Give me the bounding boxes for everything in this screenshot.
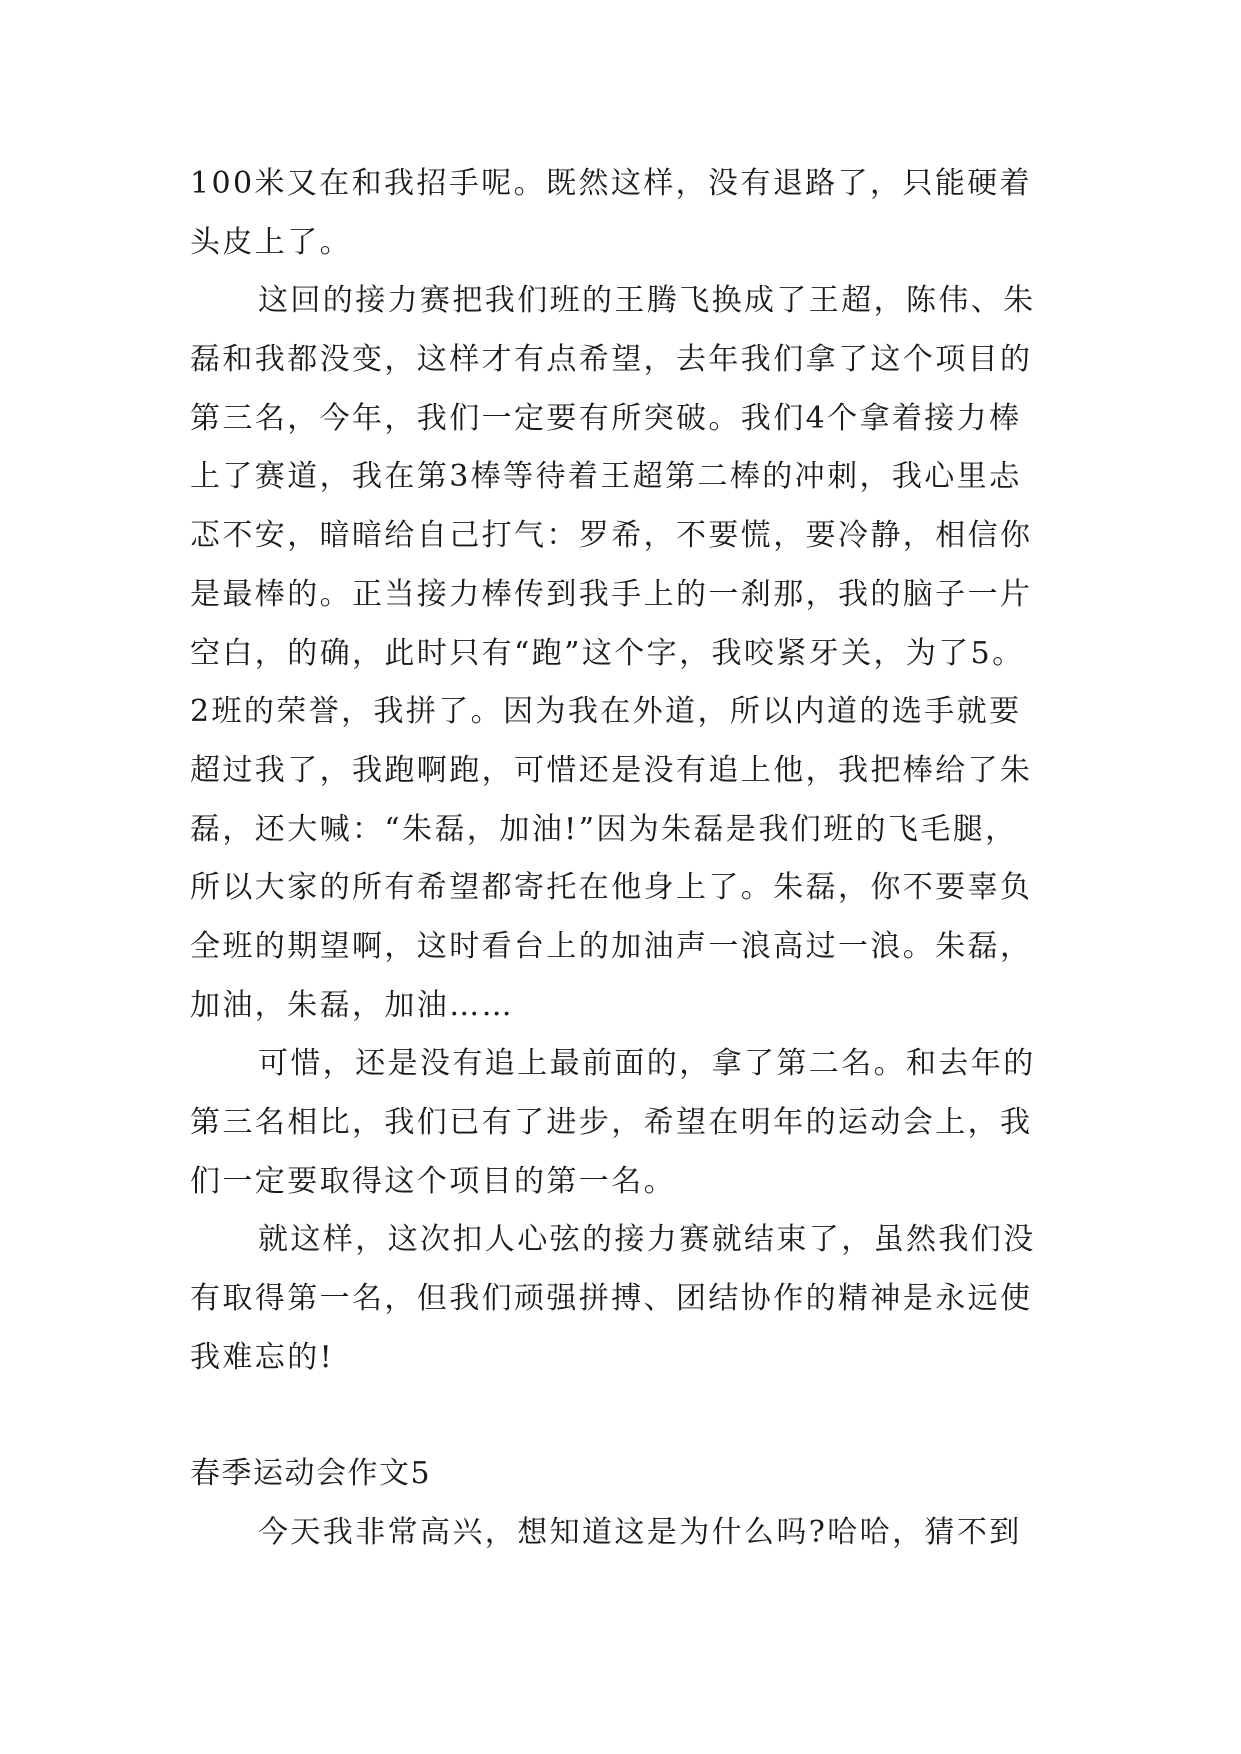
text-line: 磊，还大喊：“朱磊，加油!”因为朱磊是我们班的飞毛腿， — [190, 811, 1018, 847]
paragraph-4 — [190, 1211, 1060, 1387]
text-line: 超过我了，我跑啊跑，可惜还是没有追上他，我把棒给了朱 — [190, 752, 1033, 788]
paragraph-1 — [190, 155, 1060, 272]
text-line: 空白，的确，此时只有“跑”这个字，我咬紧牙关，为了5。 — [190, 635, 1025, 671]
paragraph-3 — [190, 1035, 1060, 1211]
text-line: 可惜，还是没有追上最前面的，拿了第二名。和去年的 — [258, 1046, 1036, 1082]
text-line: 所以大家的所有希望都寄托在他身上了。朱磊，你不要辜负 — [190, 870, 1033, 906]
text-line: 第三名相比，我们已有了进步，希望在明年的运动会上，我 — [190, 1105, 1033, 1140]
document-page — [190, 155, 1060, 1563]
section-title: 春季运动会作文5 — [190, 1456, 432, 1492]
paragraph-2 — [190, 272, 1060, 1035]
text-line: 忑不安，暗暗给自己打气：罗希，不要慌，要冷静，相信你 — [190, 518, 1033, 554]
text-line: 今天我非常高兴，想知道这是为什么吗?哈哈，猜不到 — [258, 1515, 1022, 1551]
section-spacer — [190, 1387, 1060, 1445]
text-line: 100米又在和我招手呢。既然这样，没有退路了，只能硬着 — [190, 166, 1033, 201]
text-line: 这回的接力赛把我们班的王腾飞换成了王超，陈伟、朱 — [258, 283, 1036, 319]
text-line: 是最棒的。正当接力棒传到我手上的一刹那，我的脑子一片 — [190, 576, 1033, 612]
text-line: 就这样，这次扣人心弦的接力赛就结束了，虽然我们没 — [258, 1222, 1036, 1258]
paragraph-5 — [190, 1504, 1060, 1563]
text-line: 有取得第一名，但我们顽强拼搏、团结协作的精神是永远使 — [190, 1281, 1033, 1317]
text-line: 第三名，今年，我们一定要有所突破。我们4个拿着接力棒 — [190, 400, 1022, 436]
text-line: 们一定要取得这个项目的第一名。 — [190, 1163, 676, 1199]
text-line: 我难忘的! — [190, 1339, 335, 1375]
text-line: 头皮上了。 — [190, 224, 352, 260]
text-line: 2班的荣誉，我拼了。因为我在外道，所以内道的选手就要 — [190, 694, 1022, 730]
text-line: 磊和我都没变，这样才有点希望，去年我们拿了这个项目的 — [190, 342, 1033, 378]
text-line: 加油，朱磊，加油…… — [190, 987, 514, 1023]
text-line: 上了赛道，我在第3棒等待着王超第二棒的冲刺，我心里忐 — [190, 459, 1022, 495]
text-line: 全班的期望啊，这时看台上的加油声一浪高过一浪。朱磊， — [190, 928, 1033, 964]
